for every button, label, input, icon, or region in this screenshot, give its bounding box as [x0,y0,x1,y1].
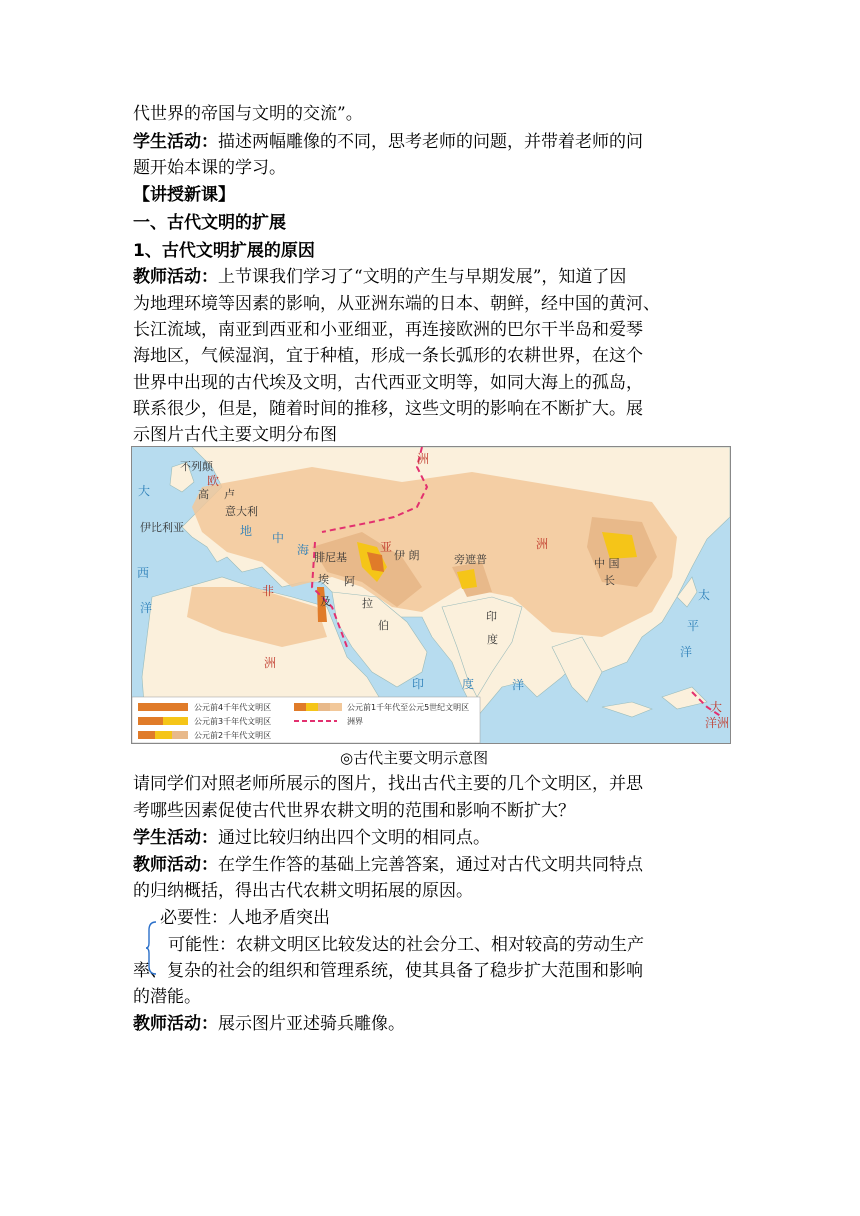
map-label-india-du: 度 [487,633,498,646]
map-label-a: 阿 [344,575,355,588]
teacher-activity-line: 教师活动：展示图片亚述骑兵雕像。 [133,1014,405,1034]
map-label-oceania-da: 大 [710,700,723,714]
map-label-china: 中 国 [594,557,620,570]
map-label-ping: 平 [687,619,700,633]
map-label-britain: 不列颠 [180,460,213,473]
map-label-italy: 意大利 [225,505,258,518]
map-label-punjab: 旁遮普 [454,553,487,566]
text-line: 率、复杂的社会的组织和管理系统，使其具备了稳步扩大范围和影响 [133,961,643,981]
map-label-ou: 欧 [207,474,220,488]
map-label-ocean-du: 度 [462,677,475,691]
map-label-da: 大 [138,484,151,498]
map-label-ya: 亚 [380,540,393,554]
text-line: 海地区，气候湿润，宜于种植，形成一条长弧形的农耕世界，在这个 [133,346,643,366]
map-label-europe-zhou: 洲 [417,452,430,466]
legend-4th: 公元前4千年代文明区 [194,703,272,712]
ancient-civilization-map [131,446,731,744]
map-label-pac-yang: 洋 [680,645,693,659]
legend-2nd: 公元前2千年代文明区 [194,731,272,740]
map-label-ocean-yang: 洋 [512,678,525,692]
map-label-hai: 海 [297,543,310,557]
text-line: 长江流域，南亚到西亚和小亚细亚，再连接欧洲的巴尔干半岛和爱琴 [133,320,643,340]
map-label-gao: 高 [198,488,209,501]
text-line: 题开始本课的学习。 [133,158,286,178]
map-label-zhong: 中 [272,531,285,545]
necessity-line: 必要性：人地矛盾突出 [160,908,330,928]
map-label-di: 地 [240,524,253,538]
possibility-line: 可能性：农耕文明区比较发达的社会分工、相对较高的劳动生产 [168,935,644,955]
text-line: 的归纳概括，得出古代农耕文明拓展的原因。 [133,881,473,901]
map-label-la: 拉 [362,597,373,610]
text-line: 为地理环境等因素的影响，从亚洲东端的日本、朝鲜，经中国的黄河、 [133,294,660,314]
student-activity-line: 学生活动：描述两幅雕像的不同，思考老师的问题，并带着老师的问 [133,132,643,152]
legend-1st: 公元前1千年代至公元5世纪文明区 [347,703,470,712]
text-line: 世界中出现的古代埃及文明，古代西亚文明等，如同大海上的孤岛， [133,373,643,393]
map-label-ocean-yin: 印 [412,677,425,691]
text-line: 的潜能。 [133,987,201,1007]
teacher-activity-line: 教师活动：上节课我们学习了“文明的产生与早期发展”，知道了因 [133,267,627,287]
map-label-iberia: 伊比利亚 [140,521,184,534]
legend-border: 洲界 [347,717,363,726]
text-line: 代世界的帝国与文明的交流”。 [133,104,363,124]
map-label-yang: 洋 [140,601,153,615]
map-label-lu: 卢 [224,488,235,501]
bracket-icon [146,920,158,976]
map-label-india-yin: 印 [486,610,497,623]
student-activity-line: 学生活动：通过比较归纳出四个文明的相同点。 [133,828,490,848]
text-line: 考哪些因素促使古代世界农耕文明的范围和影响不断扩大？ [133,801,575,821]
subsection-title: 1、古代文明扩展的原因 [133,241,315,261]
teacher-activity-line: 教师活动：在学生作答的基础上完善答案，通过对古代文明共同特点 [133,855,643,875]
section-title: 一、古代文明的扩展 [133,213,286,233]
text-line: 联系很少，但是，随着时间的推移，这些文明的影响在不断扩大。展 [133,399,643,419]
map-label-phoenicia: 腓尼基 [314,551,347,564]
map-label-changjiang: 长 [604,574,615,587]
map-legend [132,697,480,743]
text-line: 示图片古代主要文明分布图 [133,425,337,445]
map-label-xi: 西 [137,566,150,580]
map-label-africa-zhou: 洲 [264,656,277,670]
map-label-ai: 埃 [318,573,329,586]
map-label-asia-zhou: 洲 [536,537,549,551]
map-label-tai: 太 [698,588,711,602]
map-caption: ◎古代主要文明示意图 [340,749,489,767]
map-label-fei: 非 [262,584,275,598]
legend-3rd: 公元前3千年代文明区 [194,717,272,726]
map-label-bo: 伯 [378,619,389,632]
map-label-ji: 及 [320,595,331,608]
section-heading: 【讲授新课】 [133,185,235,205]
map-label-iran: 伊 朗 [394,549,420,562]
text-line: 请同学们对照老师所展示的图片，找出古代主要的几个文明区，并思 [133,774,643,794]
map-label-oceania-yangzhou: 洋洲 [705,716,730,730]
